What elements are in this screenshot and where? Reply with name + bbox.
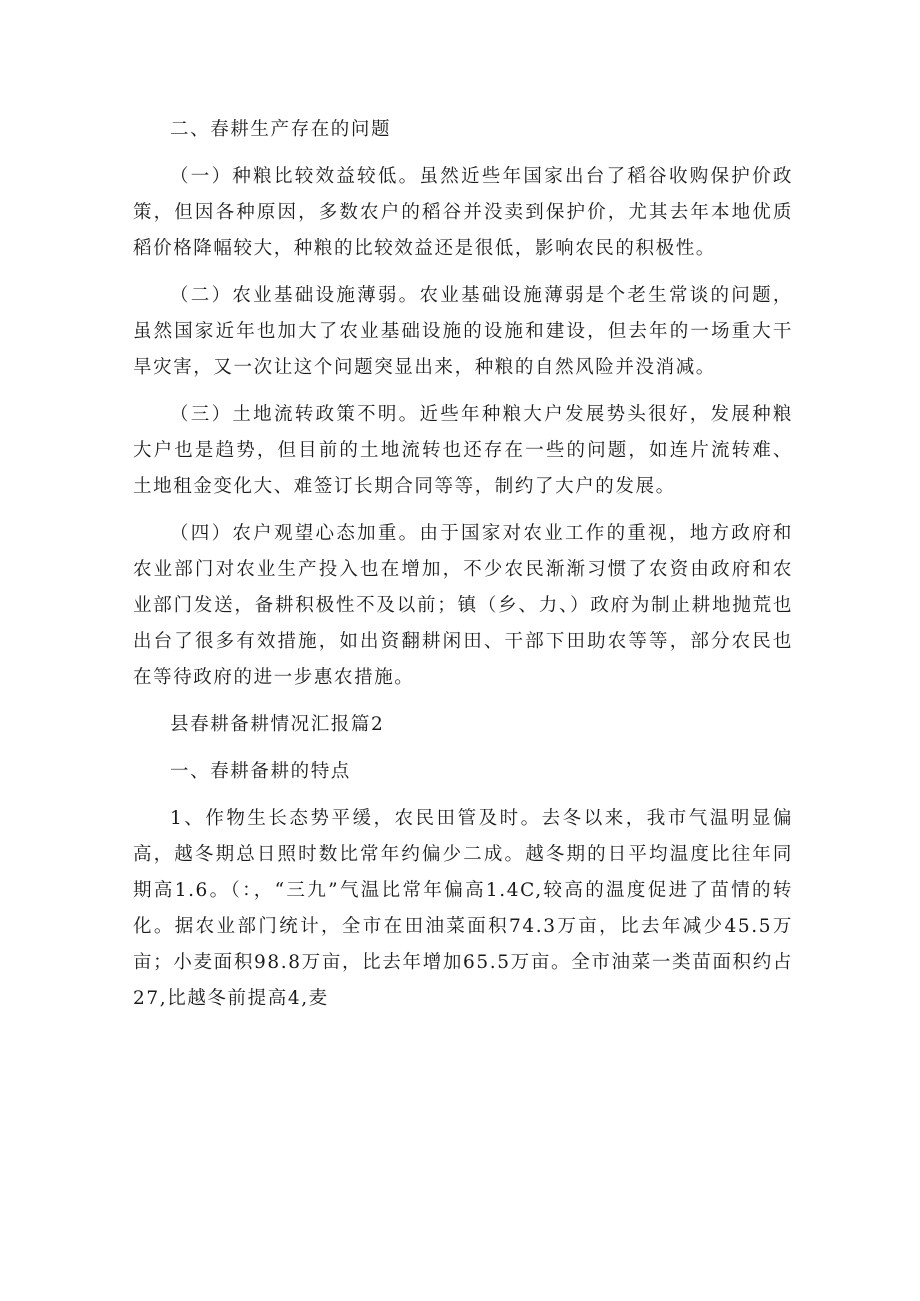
paragraph-weak-infrastructure: （二）农业基础设施薄弱。农业基础设施薄弱是个老生常谈的问题，虽然国家近年也加大了农业基础设施的设施和建设，但去年的一场重大干旱灾害，又一次让这个问题突显出来，种粮的自然风险并没消减。 (133, 285, 793, 378)
paragraph-low-grain-benefit: （一）种粮比较效益较低。虽然近些年国家出台了稻谷收购保护价政策，但因各种原因，多数农户的稻谷并没卖到保护价，尤其去年本地优质稻价格降幅较大，种粮的比较效益还是很低，影响农民的积极性。 (133, 166, 793, 259)
paragraph-farmer-wait-and-see: （四）农户观望心态加重。由于国家对农业工作的重视，地方政府和农业部门对农业生产投入也在增加，不少农民渐渐习惯了农资由政府和农业部门发送，备耕积极性不及以前；镇（乡、力、）政府为制止耕地抛荒也出台了很多有效措施，如出资翻耕闲田、干部下田助农等等，部分农民也在等待政府的进一步惠农措施。 (133, 523, 793, 688)
section-heading-features: 一、春耕备耕的特点 (170, 761, 351, 782)
paragraph-crop-growth: 1、作物生长态势平缓，农民田管及时。去冬以来，我市气温明显偏高，越冬期总日照时数比常年约偏少二成。越冬期的日平均温度比往年同期高1.6。（：，“三九”气温比常年偏高1.4C,较高的温度促进了苗情的转化。据农业部门统计，全市在田油菜面积74.3万亩，比去年减少45.5万亩；小麦面积98.8万亩，比去年增加65.5万亩。全市油菜一类苗面积约占27,比越冬前提高4,麦 (133, 808, 793, 1009)
paragraph-land-transfer-policy: （三）土地流转政策不明。近些年种粮大户发展势头很好，发展种粮大户也是趋势，但目前的土地流转也还存在一些的问题，如连片流转难、土地租金变化大、难签订长期合同等等，制约了大户的发展。 (133, 404, 793, 497)
report-title-part-2: 县春耕备耕情况汇报篇2 (170, 714, 385, 735)
section-heading-problems: 二、春耕生产存在的问题 (170, 119, 392, 140)
document-body (133, 112, 793, 1028)
